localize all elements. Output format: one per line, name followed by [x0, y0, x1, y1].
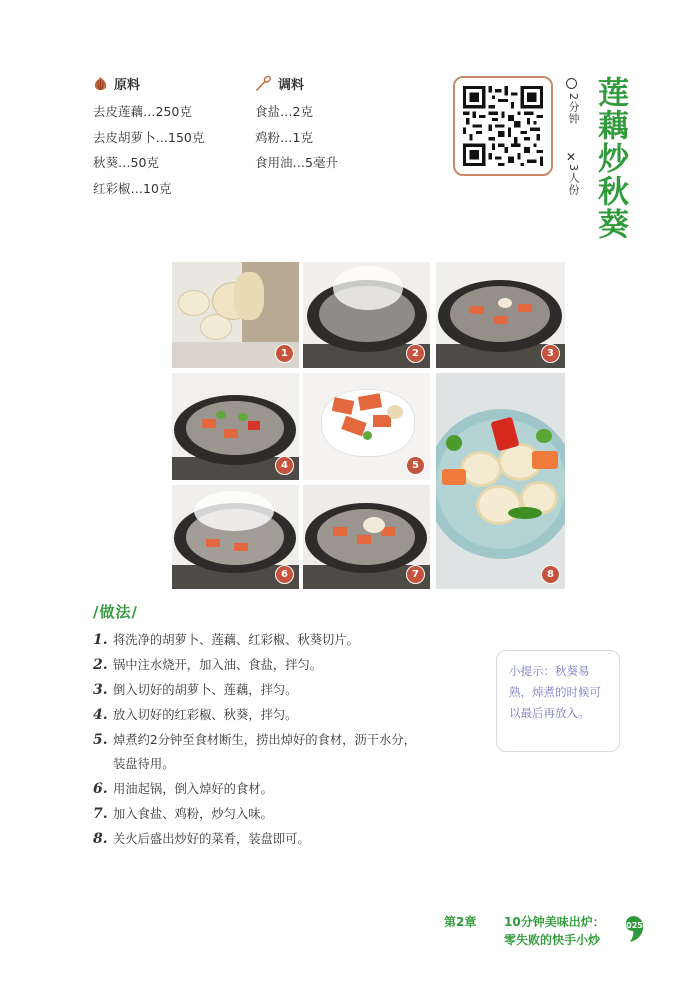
qr-code-frame[interactable] [453, 76, 553, 176]
step-number-badge: 4 [275, 456, 294, 475]
step-number-badge: 8 [541, 565, 560, 584]
page-number: 025 [626, 921, 643, 930]
tip-line: 以最后再放入。 [509, 706, 590, 720]
method-step: 7. 加入食盐、鸡粉，炒匀入味。 [93, 806, 273, 822]
step-photo-4 [172, 373, 299, 480]
seasonings-heading [255, 74, 338, 93]
clock-icon [566, 78, 577, 89]
method-step-continued: 装盘待用。 [113, 757, 175, 771]
method-step: 4. 放入切好的红彩椒、秋葵，拌匀。 [93, 707, 298, 723]
method-step: 5. 焯煮约2分钟至食材断生，捞出焯好的食材，沥干水分， [93, 732, 416, 748]
step-number-badge: 3 [541, 344, 560, 363]
step-photo-2 [303, 262, 430, 368]
step-number-badge: 6 [275, 565, 294, 584]
step-photo-3 [436, 262, 565, 368]
servings: 3人份 [567, 164, 580, 196]
servings-icon: ✕ [566, 150, 577, 164]
ingredients-section [93, 74, 204, 201]
qr-code-icon [463, 86, 543, 166]
step-photo-6 [172, 485, 299, 589]
step-number-badge: 1 [275, 344, 294, 363]
step-photo-5 [303, 373, 430, 480]
seasonings-heading-text: 调料 [278, 78, 305, 93]
method-heading: /做法/ [93, 603, 138, 621]
ingredient-item: 红彩椒…10克 [93, 180, 172, 196]
ingredient-item: 去皮莲藕…250克 [93, 104, 192, 119]
ingredients-heading [93, 74, 204, 93]
tip-box [496, 650, 620, 752]
seasonings-list [255, 99, 338, 176]
recipe-title: 莲藕炒秋葵 [592, 76, 628, 241]
method-step: 2. 锅中注水烧开，加入油、食盐，拌匀。 [93, 657, 323, 673]
seasoning-item: 食盐…2克 [255, 104, 313, 119]
method-steps [93, 630, 493, 850]
ingredient-item: 去皮胡萝卜…150克 [93, 129, 205, 145]
step-number-badge: 2 [406, 344, 425, 363]
method-step: 3. 倒入切好的胡萝卜、莲藕，拌匀。 [93, 682, 298, 698]
step-number-badge: 5 [406, 456, 425, 475]
method-step: 1. 将洗净的胡萝卜、莲藕、红彩椒、秋葵切片。 [93, 632, 359, 648]
footer-title-line2: 零失败的快手小炒 [504, 933, 601, 947]
step-photo-7 [303, 485, 430, 589]
step-number-badge: 7 [406, 565, 425, 584]
tip-line: 小提示：秋葵易 [509, 664, 590, 678]
footer-chapter: 第2章 [444, 915, 477, 929]
tip-line: 熟，焯煮的时候可 [509, 685, 601, 699]
onion-icon [93, 76, 108, 91]
footer-title-line1: 10分钟美味出炉： [504, 915, 605, 929]
step-photo-1 [172, 262, 299, 368]
ingredient-item: 秋葵…50克 [93, 155, 159, 170]
ingredients-list [93, 99, 204, 201]
finished-dish-photo [436, 373, 565, 589]
spoon-icon [255, 75, 272, 92]
recipe-meta [566, 78, 577, 92]
seasoning-item: 鸡粉…1克 [255, 129, 313, 145]
method-step: 6. 用油起锅，倒入焯好的食材。 [93, 781, 273, 797]
page-number-badge [624, 915, 644, 943]
cook-time: 2分钟 [567, 93, 580, 125]
seasonings-section [255, 74, 338, 176]
method-step: 8. 关火后盛出炒好的菜肴，装盘即可。 [93, 831, 310, 847]
ingredients-heading-text: 原料 [114, 78, 141, 93]
seasoning-item: 食用油…5毫升 [255, 155, 338, 170]
